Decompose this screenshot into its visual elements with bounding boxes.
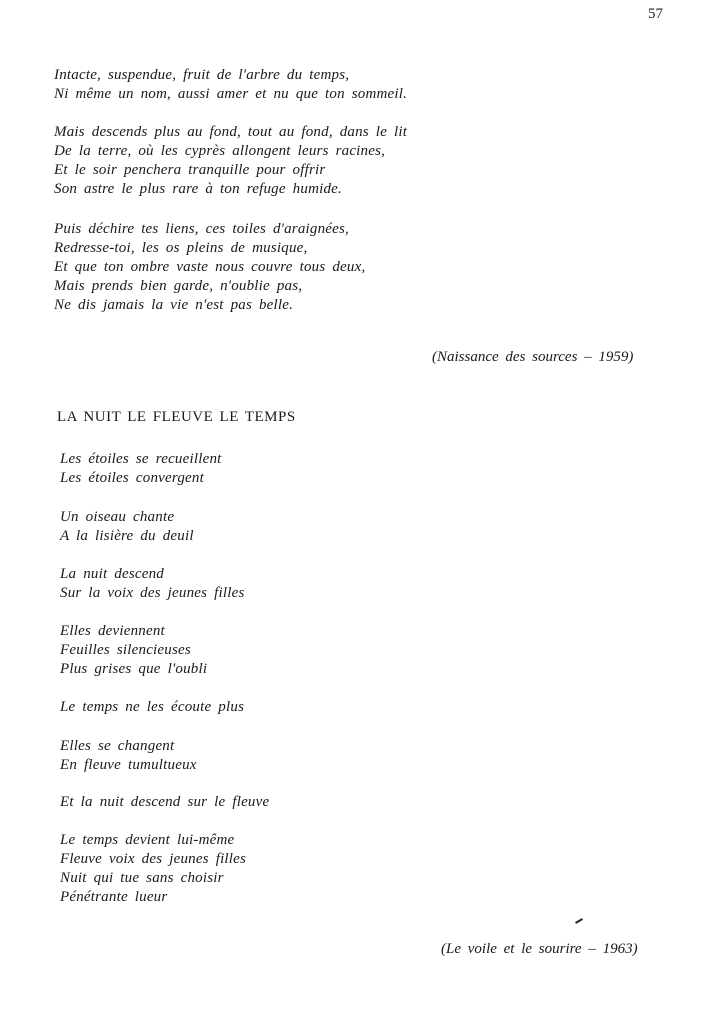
poem2-stanza-5 — [60, 698, 244, 717]
poem1-stanza-3 — [54, 220, 365, 315]
verse-line: Elles deviennent — [60, 623, 165, 639]
ink-mark — [575, 918, 583, 924]
verse-line: Et le soir penchera tranquille pour offrir — [54, 162, 326, 178]
poem2-stanza-2 — [60, 508, 194, 546]
verse-line: Fleuve voix des jeunes filles — [60, 851, 247, 867]
verse-line: A la lisière du deuil — [60, 528, 194, 544]
verse-line: La nuit descend — [60, 566, 164, 582]
verse-line: Le temps ne les écoute plus — [60, 699, 245, 715]
poem1-stanza-1 — [54, 66, 407, 104]
verse-line: Les étoiles se recueillent — [60, 451, 222, 467]
poem2-stanza-7 — [60, 793, 269, 812]
verse-line: Feuilles silencieuses — [60, 642, 191, 658]
verse-line: Mais descends plus au fond, tout au fond, dans le lit — [54, 124, 408, 140]
verse-line: Sur la voix des jeunes filles — [60, 585, 245, 601]
verse-line: Pénétrante lueur — [60, 889, 168, 905]
poem2-stanza-6 — [60, 737, 197, 775]
verse-line: Et la nuit descend sur le fleuve — [60, 794, 270, 810]
poem2-stanza-3 — [60, 565, 245, 603]
verse-line: Elles se changent — [60, 738, 175, 754]
verse-line: Mais prends bien garde, n'oublie pas, — [54, 278, 303, 294]
verse-line: En fleuve tumultueux — [60, 757, 197, 773]
verse-line: Le temps devient lui-même — [60, 832, 235, 848]
verse-line: Son astre le plus rare à ton refuge humide. — [54, 181, 342, 197]
page-number: 57 — [648, 6, 663, 22]
verse-line: Puis déchire tes liens, ces toiles d'araignées, — [54, 221, 349, 237]
verse-line: Un oiseau chante — [60, 509, 175, 525]
poem2-stanza-4 — [60, 622, 207, 679]
poem2-stanza-8 — [60, 831, 246, 907]
poem-title: LA NUIT LE FLEUVE LE TEMPS — [57, 409, 296, 425]
verse-line: Les étoiles convergent — [60, 470, 204, 486]
poem2-source: (Le voile et le sourire – 1963) — [441, 941, 638, 957]
poem1-source: (Naissance des sources – 1959) — [432, 349, 634, 365]
verse-line: Redresse-toi, les os pleins de musique, — [54, 240, 308, 256]
verse-line: De la terre, où les cyprès allongent leurs racines, — [54, 143, 386, 159]
poem1-stanza-2 — [54, 123, 407, 199]
verse-line: Ni même un nom, aussi amer et nu que ton sommeil. — [54, 86, 408, 102]
verse-line: Ne dis jamais la vie n'est pas belle. — [54, 297, 294, 313]
verse-line: Nuit qui tue sans choisir — [60, 870, 224, 886]
poem2-stanza-1 — [60, 450, 222, 488]
verse-line: Intacte, suspendue, fruit de l'arbre du temps, — [54, 67, 350, 83]
verse-line: Plus grises que l'oubli — [60, 661, 208, 677]
verse-line: Et que ton ombre vaste nous couvre tous deux, — [54, 259, 366, 275]
